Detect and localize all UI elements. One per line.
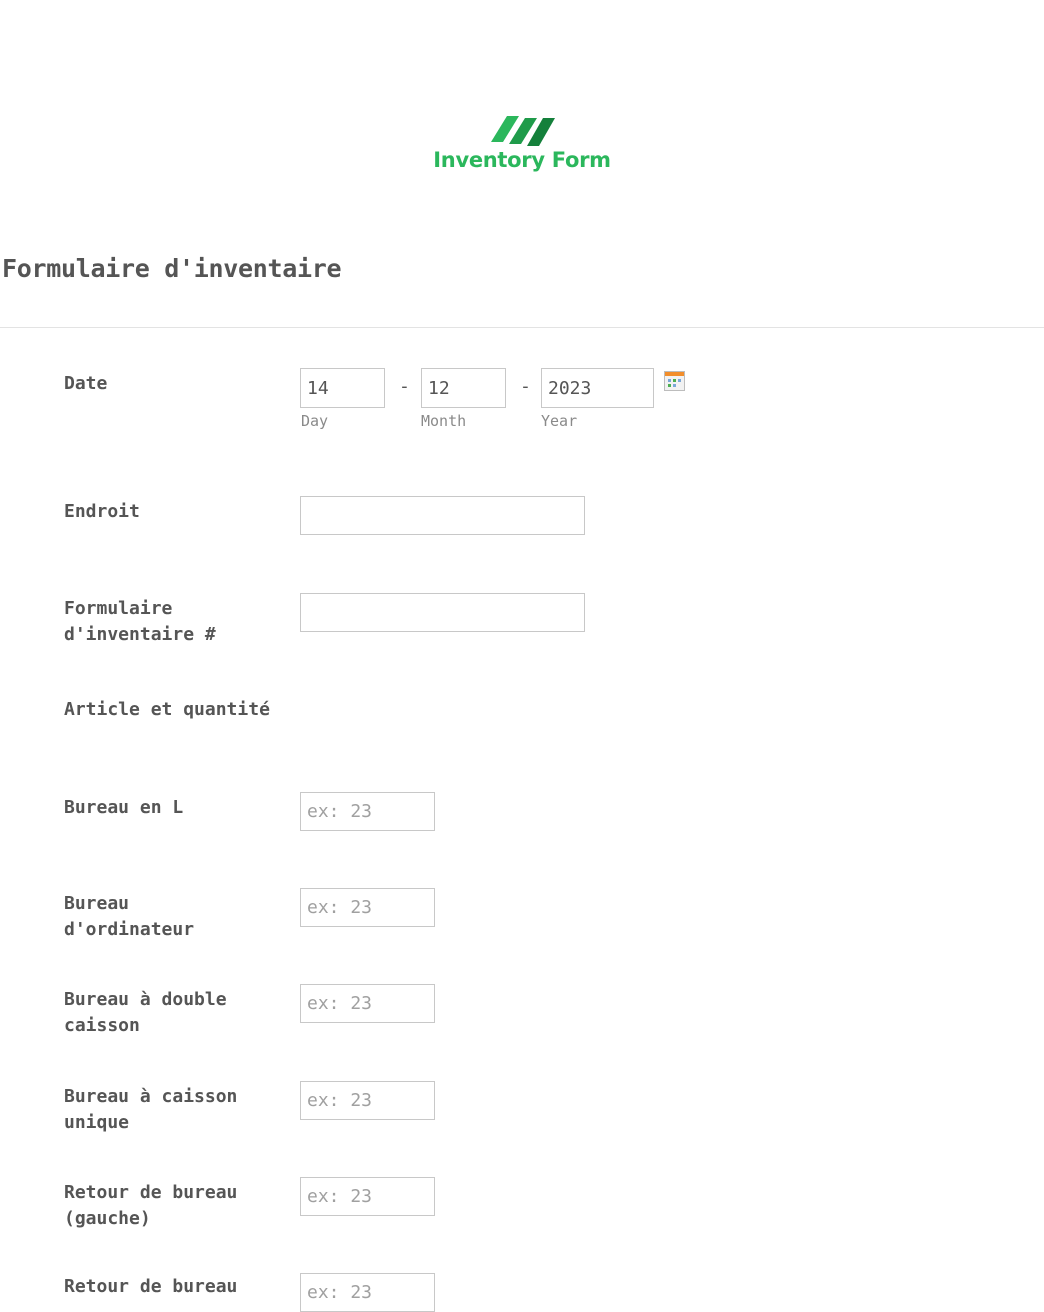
location-input[interactable]: [300, 496, 585, 535]
item-quantity-input[interactable]: [300, 792, 435, 831]
date-day-input[interactable]: [300, 368, 385, 408]
date-separator-1: -: [399, 376, 410, 397]
logo-stripes-icon: [489, 112, 555, 150]
item-label-bureau-ordinateur: Bureau d'ordinateur: [64, 893, 195, 940]
item-quantity-input[interactable]: [300, 984, 435, 1023]
item-label-bureau-double-caisson: Bureau à double caisson: [64, 989, 227, 1036]
location-label: Endroit: [64, 501, 140, 522]
header-divider: [0, 327, 1044, 328]
month-sublabel: Month: [421, 412, 467, 430]
year-sublabel: Year: [541, 412, 578, 430]
item-quantity-input[interactable]: [300, 1177, 435, 1216]
item-quantity-input[interactable]: [300, 888, 435, 927]
logo-text: Inventory Form: [433, 148, 611, 172]
inventory-form-logo: [422, 110, 622, 180]
item-label-bureau-caisson-unique: Bureau à caisson unique: [64, 1086, 238, 1133]
item-quantity-input[interactable]: [300, 1081, 435, 1120]
date-month-input[interactable]: [421, 368, 506, 408]
form-title: Formulaire d'inventaire: [2, 254, 342, 283]
calendar-icon[interactable]: [664, 371, 685, 391]
day-sublabel: Day: [301, 412, 329, 430]
section-heading: Article et quantité: [64, 699, 270, 720]
item-label-bureau-en-l: Bureau en L: [64, 797, 184, 818]
item-quantity-input[interactable]: [300, 1273, 435, 1312]
form-number-input[interactable]: [300, 593, 585, 632]
form-number-label: Formulaire d'inventaire #: [64, 598, 216, 645]
date-label: Date: [64, 373, 108, 394]
item-label-retour-bureau-gauche: Retour de bureau (gauche): [64, 1182, 238, 1229]
item-label-retour-bureau: Retour de bureau: [64, 1276, 238, 1297]
date-separator-2: -: [520, 376, 531, 397]
date-year-input[interactable]: [541, 368, 654, 408]
